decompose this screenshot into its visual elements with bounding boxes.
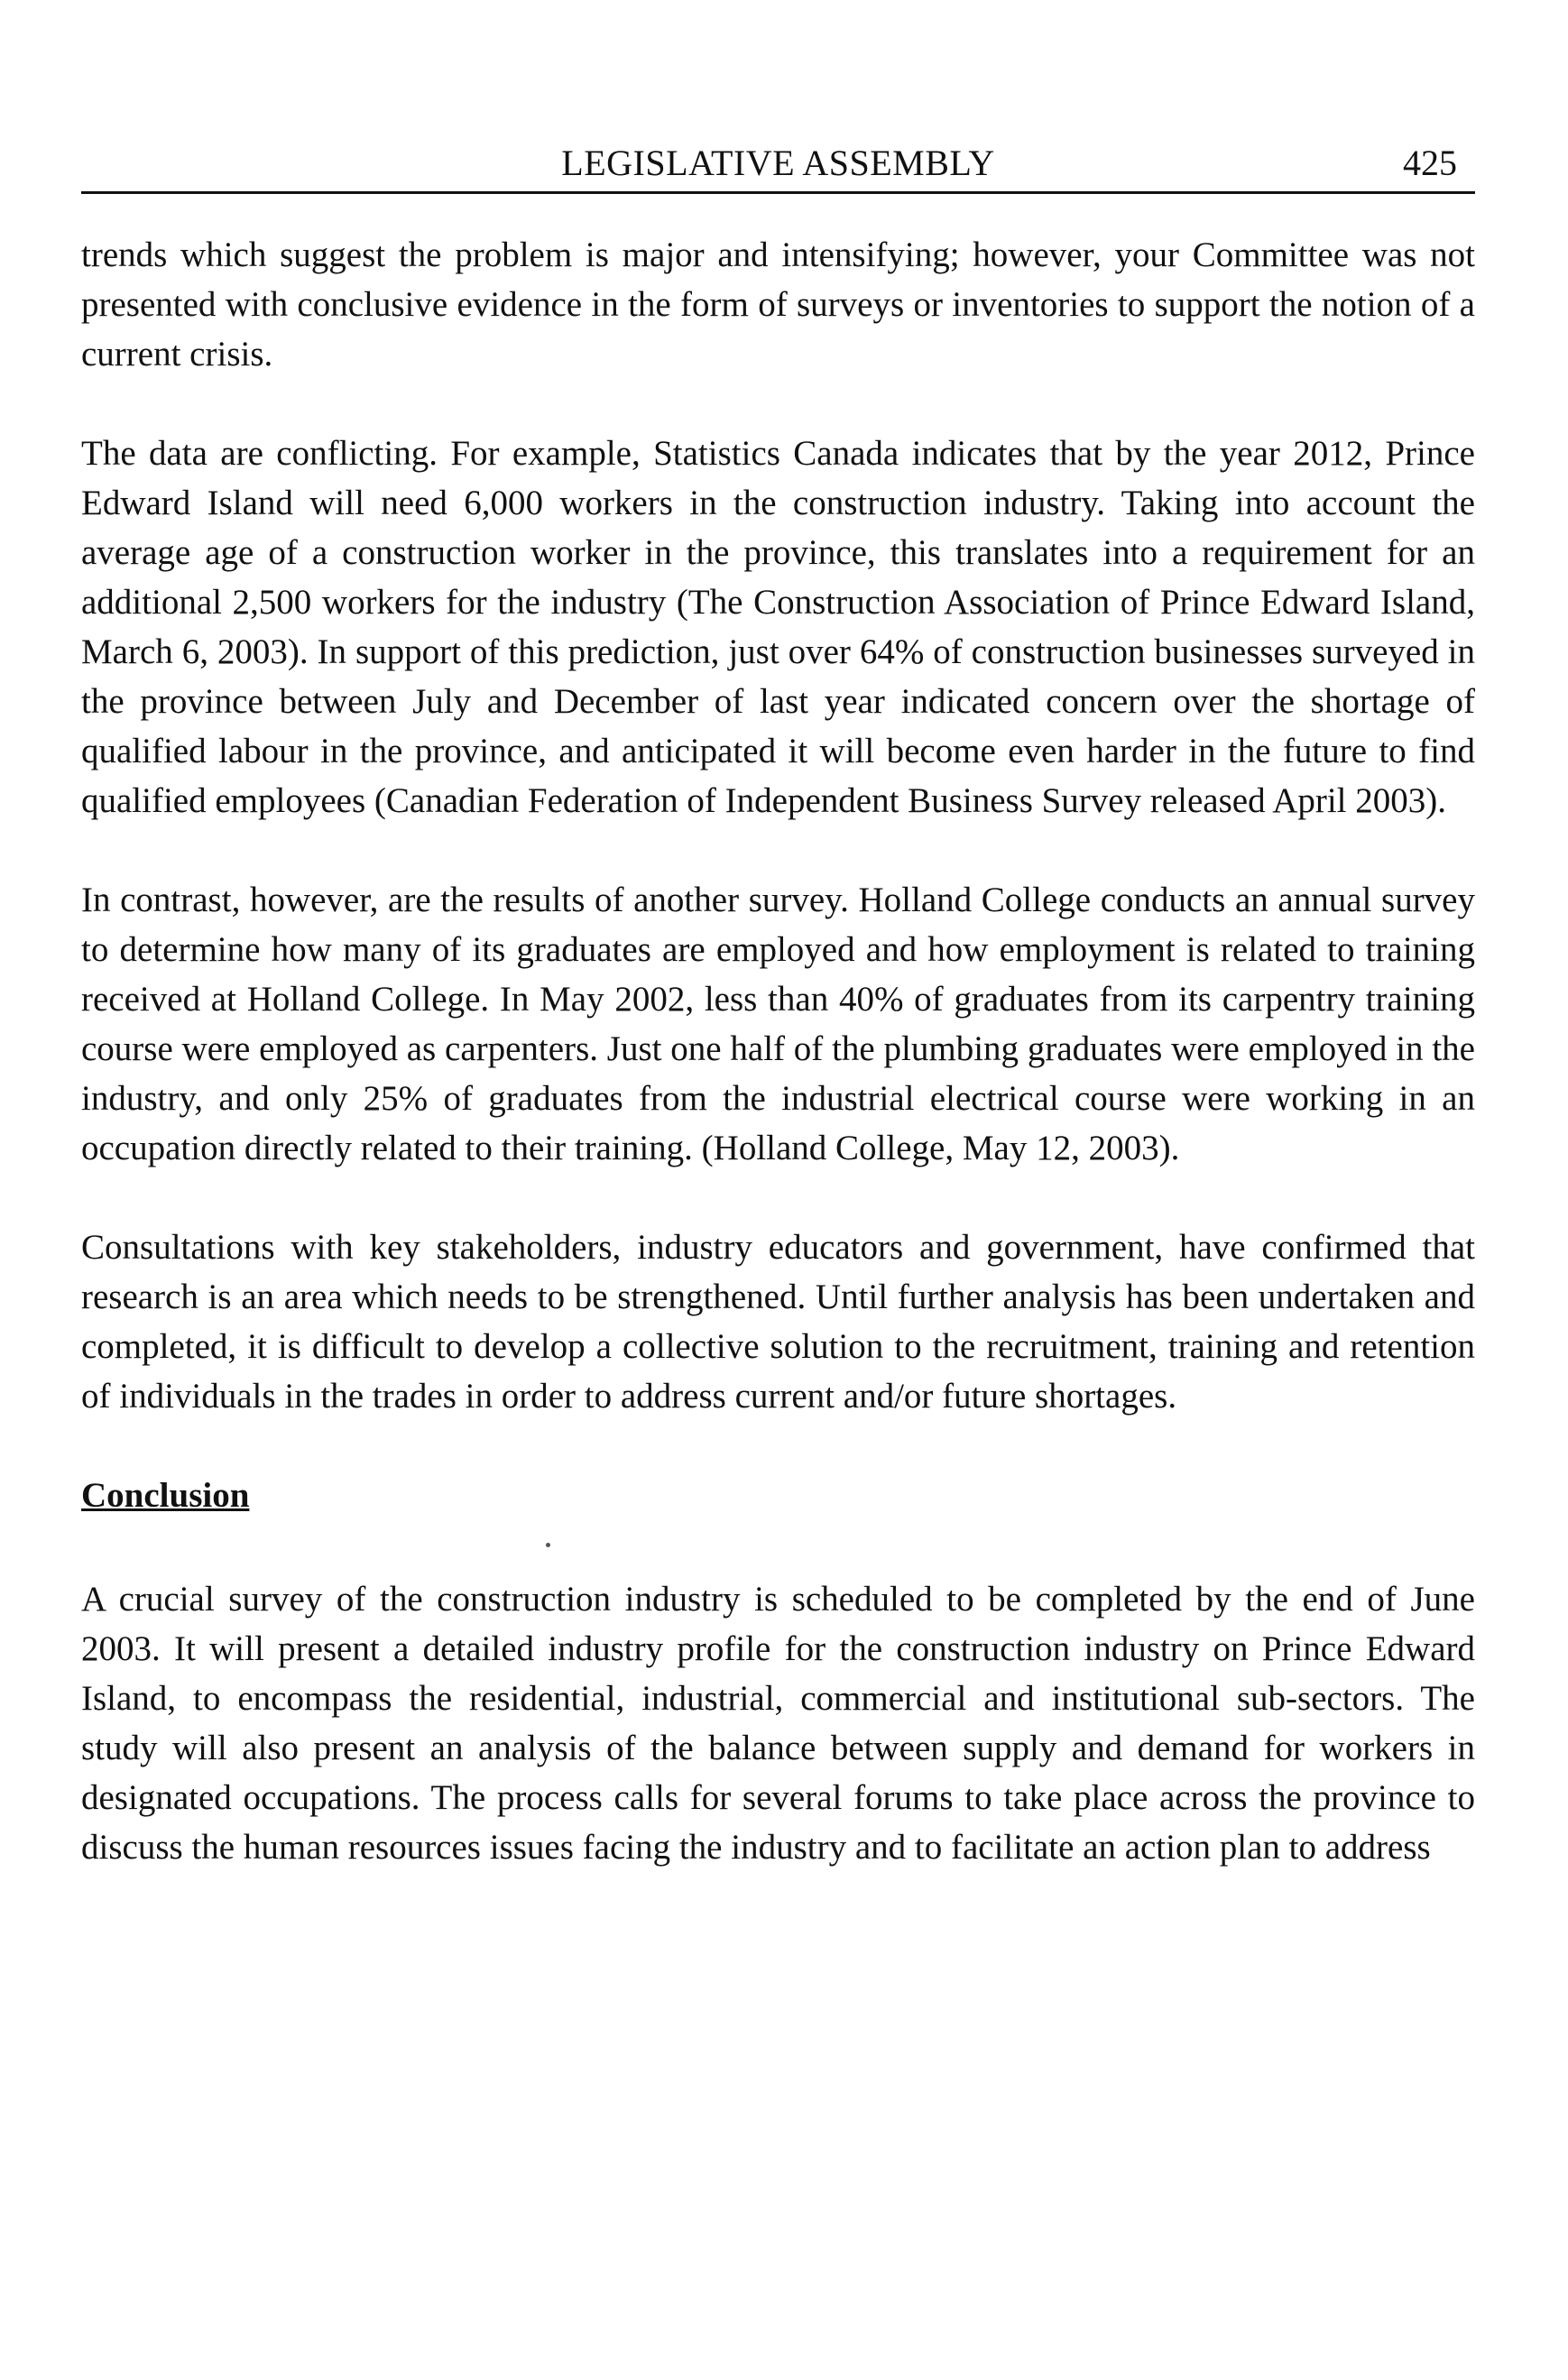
paragraph-3: In contrast, however, are the results of another survey. Holland College conducts an annual survey to determine how many of its graduates are employed and how employment is related to training received at Holland College. In May 2002, less than 40% of graduates from its carpentry training course were employed as carpenters. Just one half of the plumbing graduates were employed in the industry, and only 25% of graduates from the industrial electrical course were working in an occupation directly related to their training. (Holland College, May 12, 2003). [81,881,1475,1167]
document-page [81,135,1475,1922]
body-text [81,230,1475,1872]
paragraph-1: trends which suggest the problem is major and intensifying; however, your Committee was not presented with conclusive evidence in the form of surveys or inventories to support the notion of a current crisis. [81,235,1475,374]
page-number: 425 [1403,143,1457,183]
paragraph-4: Consultations with key stakeholders, industry educators and government, have confirmed that research is an area which needs to be strengthened. Until further analysis has been undertaken and completed, it is difficult to develop a collective solution to the recruitment, training and retention of individuals in the trades in order to address current and/or future shortages. [81,1228,1475,1416]
conclusion-heading: Conclusion [81,1476,250,1515]
conclusion-paragraph: A crucial survey of the construction industry is scheduled to be completed by the end of June 2003. It will present a detailed industry profile for the construction industry on Prince Edward Island, to encompass the residential, industrial, commercial and institutional sub-sectors. The study will also present an analysis of the balance between supply and demand for workers in designated occupations. The process calls for several forums to take place across the province to discuss the human resources issues facing the industry and to facilitate an action plan to address [81,1580,1475,1867]
running-header [81,135,1475,194]
paragraph-2: The data are conflicting. For example, Statistics Canada indicates that by the year 2012, Prince Edward Island will need 6,000 workers in the construction industry. Taking into account the average age of a construction worker in the province, this translates into a requirement for an additional 2,500 workers for the industry (The Construction Association of Prince Edward Island, March 6, 2003). In support of this prediction, just over 64% of construction businesses surveyed in the province between July and December of last year indicated concern over the shortage of qualified labour in the province, and anticipated it will become even harder in the future to find qualified employees (Canadian Federation of Independent Business Survey released April 2003). [81,434,1475,820]
header-title: LEGISLATIVE ASSEMBLY [561,143,995,183]
print-speck [546,1543,550,1547]
